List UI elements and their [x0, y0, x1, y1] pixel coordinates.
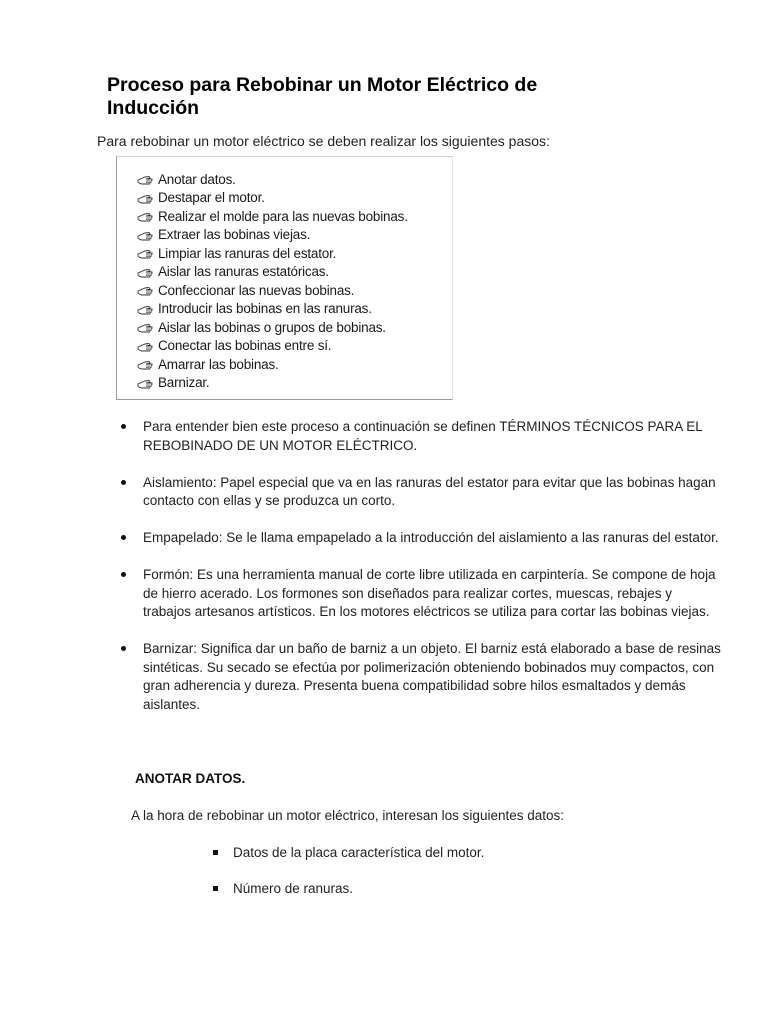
definition-text: Formón: Es una herramienta manual de corte libre utilizada en carpintería. Se compone de hoja de hierro acerado. Los formones son diseñados para realizar cortes, muescas, rebajes y trabajos artesanos artísticos. En los motores eléctricos se utiliza para cortar las bobinas viejas. [143, 567, 716, 619]
step-label: Anotar datos. [158, 171, 236, 187]
bullet-icon [121, 572, 126, 577]
step-label: Realizar el molde para las nuevas bobinas. [158, 208, 408, 224]
step-item [137, 263, 452, 282]
pointing-hand-icon [137, 266, 157, 278]
step-label: Destapar el motor. [158, 190, 265, 206]
step-label: Introducir las bobinas en las ranuras. [158, 301, 372, 317]
definition-item [143, 640, 723, 714]
pointing-hand-icon [137, 173, 157, 185]
step-item [137, 244, 452, 263]
definition-item [143, 529, 723, 548]
step-label: Confeccionar las nuevas bobinas. [158, 282, 355, 298]
step-label: Amarrar las bobinas. [158, 356, 279, 372]
data-items-list [0, 844, 484, 916]
step-label: Conectar las bobinas entre sí. [158, 338, 332, 354]
step-item [137, 355, 452, 374]
step-label: Barnizar. [158, 375, 210, 391]
section-heading: ANOTAR DATOS. [135, 771, 246, 786]
intro-text: Para rebobinar un motor eléctrico se deben realizar los siguientes pasos: [97, 133, 550, 149]
document-title: Proceso para Rebobinar un Motor Eléctrico de Inducción [107, 74, 538, 119]
pointing-hand-icon [137, 321, 157, 333]
definition-item [143, 566, 723, 622]
step-item [137, 337, 452, 356]
bullet-icon [121, 646, 126, 651]
step-label: Limpiar las ranuras del estator. [158, 245, 337, 261]
data-item-text: Número de ranuras. [233, 881, 354, 896]
step-item [137, 189, 452, 208]
step-item [137, 300, 452, 319]
pointing-hand-icon [137, 229, 157, 241]
step-label: Extraer las bobinas viejas. [158, 227, 311, 243]
data-item [233, 844, 484, 862]
bullet-icon [121, 424, 126, 429]
definition-text: Para entender bien este proceso a continuación se definen TÉRMINOS TÉCNICOS PARA EL REBOBINADO DE UN MOTOR ELÉCTRICO. [143, 419, 703, 453]
step-label: Aislar las ranuras estatóricas. [158, 264, 329, 280]
pointing-hand-icon [137, 210, 157, 222]
pointing-hand-icon [137, 358, 157, 370]
square-bullet-icon [213, 850, 218, 855]
step-item [137, 318, 452, 337]
step-item [137, 207, 452, 226]
pointing-hand-icon [137, 247, 157, 259]
definitions-list [0, 418, 768, 733]
step-label: Aislar las bobinas o grupos de bobinas. [158, 319, 386, 335]
data-item-text: Datos de la placa característica del motor. [233, 845, 485, 860]
step-item [137, 226, 452, 245]
definition-item [143, 418, 723, 455]
pointing-hand-icon [137, 303, 157, 315]
step-item [137, 281, 452, 300]
definition-text: Empapelado: Se le llama empapelado a la introducción del aislamiento a las ranuras del estator. [143, 530, 719, 545]
definition-text: Barnizar: Significa dar un baño de barniz a un objeto. El barniz está elaborado a base de resinas sintéticas. Su secado se efectúa por polimerización obteniendo bobinados muy compactos, con gran adherencia y dureza. Presenta buena compatibilidad sobre hilos esmaltados y demás aislantes. [143, 641, 721, 712]
definition-text: Aislamiento: Papel especial que va en las ranuras del estator para evitar que las bobinas hagan contacto con ellas y se produzca un corto. [143, 474, 716, 508]
data-intro-text: A la hora de rebobinar un motor eléctrico, interesan los siguientes datos: [131, 808, 565, 823]
step-item [137, 170, 452, 189]
steps-box [116, 156, 453, 400]
pointing-hand-icon [137, 340, 157, 352]
pointing-hand-icon [137, 192, 157, 204]
pointing-hand-icon [137, 377, 157, 389]
square-bullet-icon [213, 886, 218, 891]
data-item [233, 880, 484, 898]
step-item [137, 374, 452, 393]
definition-item [143, 474, 723, 511]
bullet-icon [121, 480, 126, 485]
bullet-icon [121, 535, 126, 540]
pointing-hand-icon [137, 284, 157, 296]
steps-list [117, 157, 452, 392]
